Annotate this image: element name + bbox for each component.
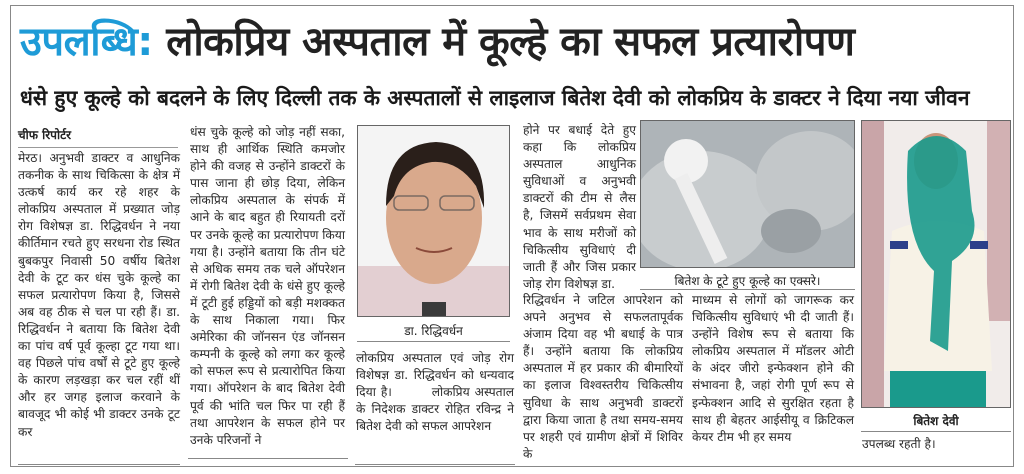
article-column-4-top: होने पर बधाई देते हुए कहा कि लोकप्रिय अस्पताल आधुनिक सुविधाओं व अनुभवी डाक्टरों की टीम से लैस है, जिसमें सर्वप्रथम सेवा भाव के साथ मरीजों को चिकित्सीय सुविधाएं दी जाती हैं और जिस प्रकार जोड़ रोग विशेषज्ञ डा. (523, 123, 636, 291)
article-column-1: मेरठ। अनुभवी डाक्टर व आधुनिक तकनीक के साथ चिकित्सा के क्षेत्र में उत्कर्ष कार्य कर रहे शहर के लोकप्रिय अस्पताल में प्रख्यात जोड़ रोग विशेषज्ञ डा. रिद्धिवर्धन ने नया कीर्तिमान रचते हुए सरधना रोड स्थित बुबकपुर निवासी 50 वर्षीय बितेश देवी के टूट कर धंस चुके कूल्हे का सफल प्रत्यारोपण किया है, जिससे अब वह ठीक से चल पा रही हैं। डा. रिद्धिवर्धन ने बताया कि बितेश देवी का पांच वर्ष पूर्व कूल्हा टूट गया था। वह पिछले पांच वर्षों से टूटे हुए कूल्हे के कारण लड़खड़ा कर चल रहीं थीं और हर जगह इलाज करवाने के बावजूद भी कोई भी डाक्टर उनके टूट कर (18, 151, 180, 439)
article-column-5: माध्यम से लोगों को जागरूक कर चिकित्सीय सुविधाएं भी दी जाती हैं। उन्होंने विशेष रूप से बताया कि लोकप्रिय अस्पताल में मॉडलर ओटी के अंदर जीरो इन्फेक्शन होने की संभावना है, जहां रोगी पूर्ण रूप से इन्फेक्शन आदि से सुरक्षित रहता है साथ ही बेहतर आईसीयू व क्रिटिकल केयर टीम भी हर समय (692, 293, 854, 444)
byline: चीफ रिपोर्टर (18, 126, 178, 148)
divider (357, 341, 510, 342)
subheadline: धंसे हुए कूल्हे को बदलने के लिए दिल्ली तक के अस्पतालों से लाइलाज बितेश देवी को लोकप्रिय के डाक्टर ने दिया नया जीवन (20, 86, 970, 110)
article-column-4-bottom: रिद्धिवर्धन ने जटिल आपरेशन को अपने अनुभव से सफलतापूर्वक अंजाम दिया वह भी बधाई के पात्र हैं। उन्होंने बताया कि लोकप्रिय अस्पताल में हर प्रकार की बीमारियों का इलाज विश्वस्तरीय चिकित्सीय सुविधा के साथ अनुभवी डाक्टरों द्वारा किया जाता है तथा समय-समय पर शहरी एवं ग्रामीण क्षेत्रों में शिविर के (523, 293, 683, 461)
divider (861, 431, 1011, 432)
article-column-3: लोकप्रिय अस्पताल एवं जोड़ रोग विशेषज्ञ डा. रिद्धिवर्धन को धन्यवाद दिया है। लोकप्रिय अस्पताल के निदेशक डाक्टर रोहित रविन्द्र ने बितेश देवी को सफल आपरेशन (356, 351, 514, 434)
xray-caption: बितेश के टूटे हुए कूल्हे का एक्सरे। (674, 274, 821, 288)
patient-caption: बितेश देवी (913, 414, 959, 428)
xray-photo (640, 120, 855, 268)
divider (640, 289, 855, 290)
patient-photo (861, 120, 1011, 408)
divider (690, 466, 855, 467)
divider (520, 466, 685, 467)
article-column-2: धंस चुके कूल्हे को जोड़ नहीं सका, साथ ही आर्थिक स्थिति कमजोर होने की वजह से उन्होंने डाक्टरों के पास जाना ही छोड़ दिया, लेकिन लोकप्रिय अस्पताल के संपर्क में आने के बाद बहुत ही रियायती दरों पर उनके कूल्हे का प्रत्यारोपण किया गया है। उन्होंने बताया कि तीन घंटे से अधिक समय तक चले ऑपरेशन में रोगी बितेश देवी के धंसे हुए कूल्हे में टूटी हुई हड्डियों को बड़ी मशक्कत के साथ निकाला गया। फिर अमेरिका की जॉनसन एंड जॉनसन कम्पनी के कूल्हे को लगा कर कूल्हे को सफल रूप से प्रत्यारोपित किया गया। ऑपरेशन के बाद बितेश देवी पूर्व की भांति चल फिर पा रही हैं तथा आपरेशन के सफल होने पर उनके परिजनों ने (190, 125, 345, 447)
doctor-caption: डा. रिद्धिवर्धन (404, 324, 463, 338)
article-column-6: उपलब्ध रहती है। (862, 437, 936, 451)
divider (188, 458, 348, 459)
doctor-photo (357, 125, 510, 317)
divider (355, 464, 515, 465)
headline-kicker: उपलब्धि: (20, 19, 153, 65)
divider (18, 464, 180, 465)
headline-text: लोकप्रिय अस्पताल में कूल्हे का सफल प्रत्यारोपण (152, 19, 855, 65)
headline (20, 16, 854, 68)
